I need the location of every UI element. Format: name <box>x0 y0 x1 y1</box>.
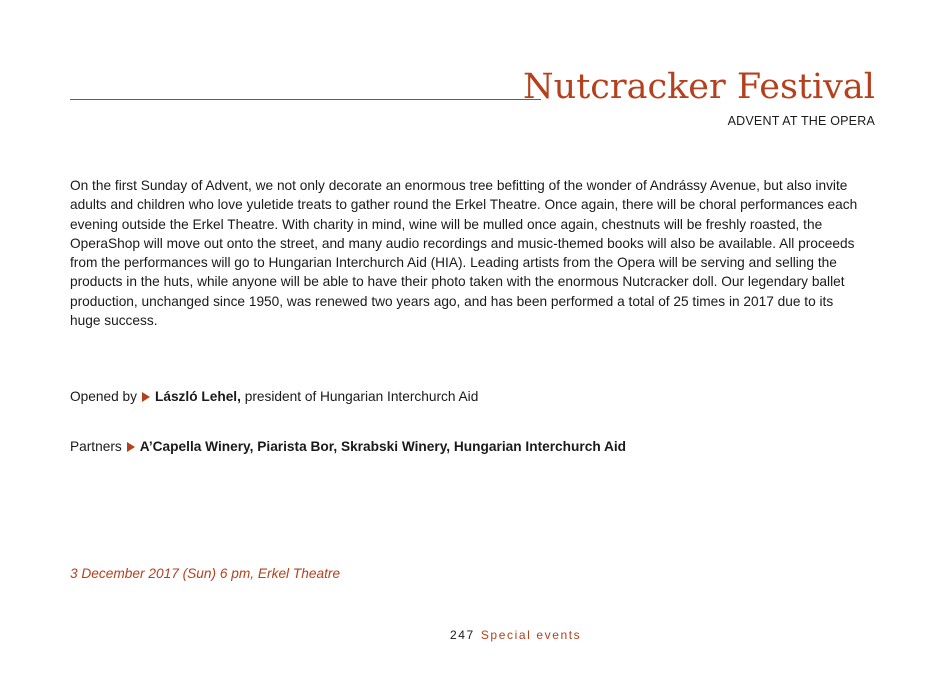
triangle-right-icon <box>142 392 150 402</box>
section-name: Special events <box>480 628 582 642</box>
body-paragraph: On the first Sunday of Advent, we not only decorate an enormous tree befitting of the wonder of Andrássy Avenue, but also invite adults and children who love yuletide treats to gather round the Erkel Theatre. Once again, there will be choral performances each evening outside the Erkel Theatre. With charity in mind, wine will be mulled once again, chestnuts will be freshly roasted, the OperaShop will move out onto the street, and many audio recordings and music-themed books will also be available. All proceeds from the performances will go to Hungarian Interchurch Aid (HIA). Leading artists from the Opera will be serving and selling the products in the huts, while anyone will be able to have their photo taken with the enormous Nutcracker doll. Our legendary ballet production, unchanged since 1950, was renewed two years ago, and has been performed a total of 25 times in 2017 due to its huge success. <box>70 178 858 329</box>
triangle-right-icon <box>127 442 135 452</box>
page-footer <box>450 627 581 643</box>
page-title: Nutcracker Festival <box>523 67 875 107</box>
page-number: 247 <box>450 628 475 642</box>
opened-by-label: Opened by <box>70 389 137 404</box>
page-subtitle: ADVENT AT THE OPERA <box>727 114 875 128</box>
partners-line <box>70 437 626 456</box>
partners-names: A’Capella Winery, Piarista Bor, Skrabski Winery, Hungarian Interchurch Aid <box>139 439 627 454</box>
opened-by-name: László Lehel, <box>154 389 241 404</box>
event-date-venue: 3 December 2017 (Sun) 6 pm, Erkel Theatre <box>70 566 341 581</box>
partners-label: Partners <box>70 439 122 454</box>
opened-by-role: president of Hungarian Interchurch Aid <box>240 389 479 404</box>
opened-by-line <box>70 387 478 406</box>
title-rule <box>70 99 541 100</box>
